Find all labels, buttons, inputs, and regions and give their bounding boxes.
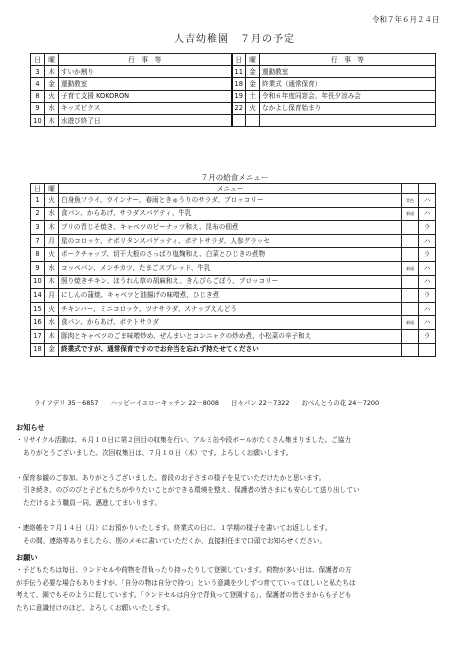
menu-weekday: 水 [45, 316, 59, 330]
notice-line: ・リサイクル活動は、６月１０日に第２回目の収集を行い、アルミ缶や段ボールがたくさん集まりました。ご協力 [16, 436, 351, 444]
menu-note [402, 289, 419, 303]
menu-mark: ハ [419, 207, 436, 221]
header-note [402, 184, 419, 194]
event-day: 18 [232, 78, 246, 90]
header-weekday: 曜 [45, 54, 59, 66]
event-weekday: 金 [45, 78, 59, 90]
menu-note [402, 248, 419, 262]
events-row [31, 102, 436, 114]
menu-text: コッペパン、メンチカツ、たまごスプレッド、牛乳 [59, 261, 402, 275]
menu-day: 17 [31, 329, 45, 343]
notice-line: ありがとうございました。次回収集日は、７月１０日（木）です。よろしくお願いします。 [23, 448, 293, 457]
menu-text: ブリの青じそ焼き、キャベツのピーナッツ和え、昆布の佃煮 [59, 221, 402, 235]
event-day: 22 [232, 102, 246, 114]
header-weekday: 曜 [45, 184, 59, 194]
event-text: 運動教室 [260, 66, 436, 78]
menu-row [31, 207, 436, 221]
menu-row [31, 329, 436, 343]
menu-note [402, 343, 419, 357]
event-text [260, 114, 436, 126]
menu-weekday: 火 [45, 302, 59, 316]
header-day: 日 [31, 184, 45, 194]
event-weekday: 土 [246, 90, 260, 102]
event-day: 10 [31, 114, 45, 126]
menu-mark: ラ [419, 289, 436, 303]
menu-text: ポークチャップ、切干大根のさっぱり塩麹和え、白菜とひじきの煮物 [59, 248, 402, 262]
event-day: 11 [232, 66, 246, 78]
issue-date: 令和７年６月２４日 [372, 15, 440, 24]
event-day: 3 [31, 66, 45, 78]
menu-mark: ハ [419, 275, 436, 289]
event-day: 19 [232, 90, 246, 102]
menu-note: 青色 [402, 194, 419, 208]
menu-row [31, 261, 436, 275]
header-menu: メニュー [59, 184, 402, 194]
header-event: 行 事 等 [260, 54, 436, 66]
request-line: が手伝う必要な場合もありますが、「自分の物は自分で持つ」という意識を少しずつ育てていってほしいと私たちは [16, 578, 356, 587]
menu-mark: ハ [419, 194, 436, 208]
menu-row [31, 343, 436, 357]
events-row [31, 78, 436, 90]
menu-mark: ラ [419, 329, 436, 343]
notice-line: ・連絡帳を７月１４日（月）にお預かりいたします。終業式の日に、１学期の様子を書いてお返しします。 [16, 524, 332, 533]
event-text: 運動教室 [59, 78, 232, 90]
request-line: たちに意識付けのほど、よろしくお願いいたします。 [16, 603, 174, 612]
menu-row [31, 234, 436, 248]
menu-weekday: 水 [45, 207, 59, 221]
menu-text: にしんの蒲焼、キャベツと油揚げの味噌煮、ひじき煮 [59, 289, 402, 303]
menu-header-row [31, 184, 436, 194]
menu-weekday: 火 [45, 194, 59, 208]
menu-note [402, 329, 419, 343]
event-day: 9 [31, 102, 45, 114]
notice-body [16, 434, 458, 547]
menu-day: 8 [31, 248, 45, 262]
notice-line: ・保育参観のご参加、ありがとうございました。普段のお子さまの様子を見ていただけたかと思います。 [16, 473, 326, 482]
menu-row [31, 275, 436, 289]
menu-weekday: 水 [45, 261, 59, 275]
menu-mark: ハ [419, 316, 436, 330]
menu-day: 1 [31, 194, 45, 208]
request-line: 考えて、園でもそのように促しています。「ランドセルは自分で背負って登園する」、保護者の皆さまからも子ども [16, 591, 352, 600]
page-title: 人吉幼稚園 ７月の予定 [174, 34, 295, 45]
menu-weekday: 月 [45, 289, 59, 303]
menu-day: 7 [31, 234, 45, 248]
events-table [30, 53, 436, 127]
caterer-contact: ライフデリ 35－6857 [34, 399, 99, 407]
menu-title: ７月の給食メニュー [200, 173, 269, 182]
events-row [31, 90, 436, 102]
menu-mark: ハ [419, 261, 436, 275]
menu-weekday: 木 [45, 275, 59, 289]
menu-weekday: 火 [45, 248, 59, 262]
menu-row [31, 289, 436, 303]
menu-row [31, 302, 436, 316]
menu-day: 2 [31, 207, 45, 221]
menu-day: 18 [31, 343, 45, 357]
menu-note: 新規 [402, 316, 419, 330]
event-day: 4 [31, 78, 45, 90]
menu-text: 食パン、からあげ、サラダスパゲティ、牛乳 [59, 207, 402, 221]
menu-note [402, 221, 419, 235]
caterer-contact: ハッピーイエローキッチン 22－8008 [110, 399, 219, 407]
menu-mark: ハ [419, 234, 436, 248]
menu-mark: ラ [419, 221, 436, 235]
menu-row [31, 194, 436, 208]
request-line: ・子どもたちは毎日、ランドセルや荷物を背負ったり持ったりして登園しています。荷物が多い日は、保護者の方 [16, 566, 352, 574]
menu-text: 終業式ですが、通常保育ですのでお弁当を忘れず持たせてください [59, 343, 402, 357]
notice-line: ただけるよう職員一同、邁進してまいります。 [23, 498, 161, 507]
menu-text: 白身魚フライ、ウインナー、春雨ときゅうりのサラダ、ブロッコリー [59, 194, 402, 208]
event-text: なかよし保育始まり [260, 102, 436, 114]
event-weekday: 火 [45, 90, 59, 102]
event-text: 終業式（通常保育） [260, 78, 436, 90]
header-weekday: 曜 [246, 54, 260, 66]
events-header-row [31, 54, 436, 66]
menu-text: チキンバー、ミニコロッケ、ツナサラダ、スナップえんどう [59, 302, 402, 316]
notice-line [16, 459, 458, 472]
menu-row [31, 221, 436, 235]
menu-day: 10 [31, 275, 45, 289]
event-weekday: 木 [45, 66, 59, 78]
menu-note: 新規 [402, 207, 419, 221]
request-body [16, 564, 458, 614]
events-row [31, 114, 436, 126]
notice-line: 引き続き、のびのびと子どもたちがやりたいことができる環境を整え、保護者の皆さまにも安心して送り出してい [23, 486, 360, 495]
menu-day: 16 [31, 316, 45, 330]
header-day: 日 [31, 54, 45, 66]
menu-weekday: 月 [45, 234, 59, 248]
event-text: キッズピクス [59, 102, 232, 114]
menu-day: 15 [31, 302, 45, 316]
menu-day: 3 [31, 221, 45, 235]
menu-row [31, 316, 436, 330]
event-text: すいか割り [59, 66, 232, 78]
menu-day: 9 [31, 261, 45, 275]
event-weekday: 金 [246, 66, 260, 78]
caterer-contact: 日々パン 22－7322 [231, 399, 290, 407]
event-weekday [246, 114, 260, 126]
lunch-menu-table [30, 183, 436, 357]
menu-weekday: 金 [45, 343, 59, 357]
menu-text: 食パン、からあげ、ポテトサラダ [59, 316, 402, 330]
menu-note: 新規 [402, 261, 419, 275]
menu-day: 14 [31, 289, 45, 303]
request-heading: お願い [16, 553, 38, 562]
menu-weekday: 木 [45, 221, 59, 235]
menu-mark [419, 343, 436, 357]
event-weekday: 金 [246, 78, 260, 90]
event-day [232, 114, 246, 126]
menu-note [402, 234, 419, 248]
notice-line [16, 510, 458, 523]
menu-weekday: 木 [45, 329, 59, 343]
caterer-contact: おべんとうの花 24－7200 [301, 399, 380, 407]
event-text: 子育て支援 KOKORON [59, 90, 232, 102]
event-day: 8 [31, 90, 45, 102]
event-weekday: 火 [246, 102, 260, 114]
event-text: 令和６年度同窓会、年長夕涼み会 [260, 90, 436, 102]
menu-mark: ハ [419, 302, 436, 316]
menu-note [402, 302, 419, 316]
event-weekday: 水 [45, 102, 59, 114]
header-mark [419, 184, 436, 194]
event-text: 水遊び終了日 [59, 114, 232, 126]
header-day: 日 [232, 54, 246, 66]
caterer-contacts [34, 398, 389, 407]
menu-text: 照り焼きチキン、ほうれん草の胡麻和え、きんぴらごぼう、ブロッコリー [59, 275, 402, 289]
menu-text: 豚肉とキャベツのごま味噌炒め、ぜんまいとコンニャクの炒め煮、小松菜の辛子和え [59, 329, 402, 343]
header-event: 行 事 等 [59, 54, 232, 66]
menu-text: 星のコロッケ、ナポリタンスパゲッティ、ポテトサラダ、人参グラッセ [59, 234, 402, 248]
notice-heading: お知らせ [16, 423, 45, 432]
events-row [31, 66, 436, 78]
menu-mark: ラ [419, 248, 436, 262]
notice-line: その間、連絡等ありましたら、別のメモに書いていただくか、直接担任まで口頭でお知らせください。 [23, 536, 327, 545]
event-weekday: 木 [45, 114, 59, 126]
menu-note [402, 275, 419, 289]
menu-row [31, 248, 436, 262]
